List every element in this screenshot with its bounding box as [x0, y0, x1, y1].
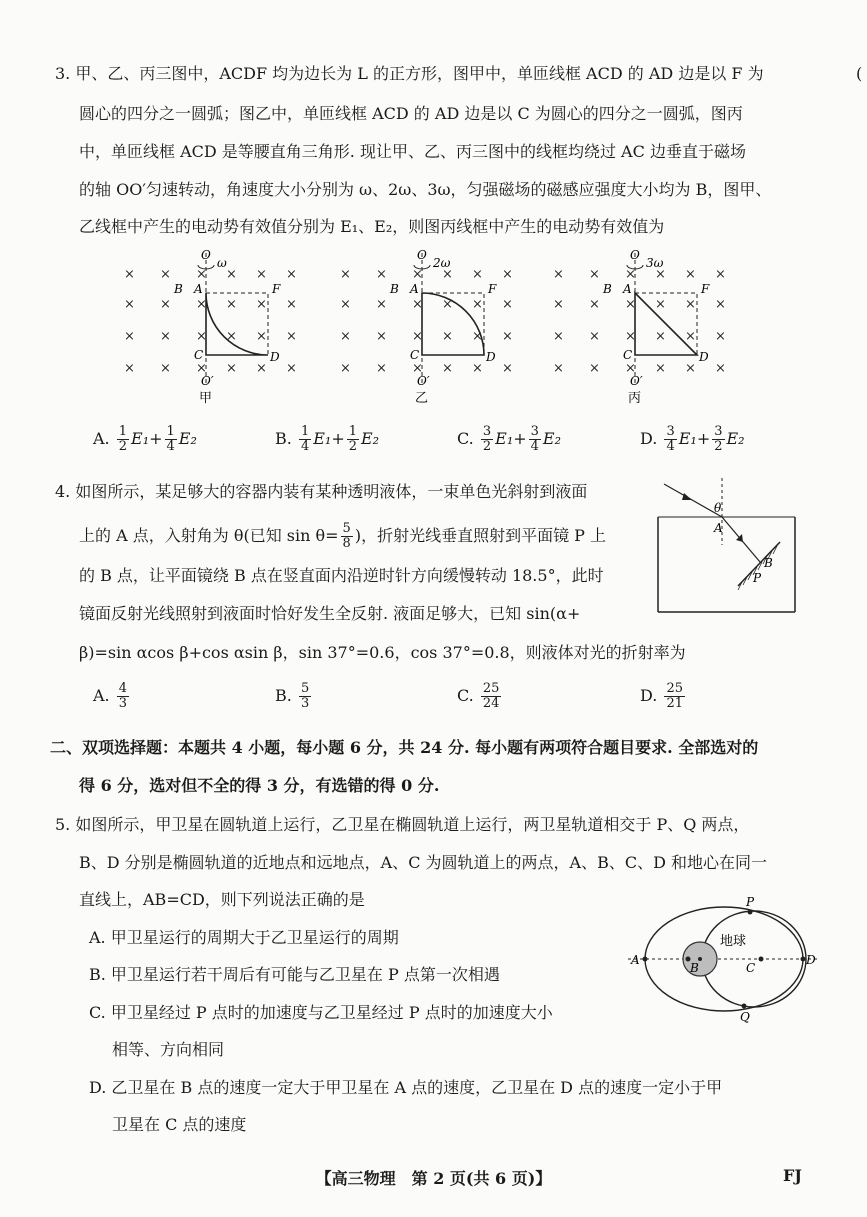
field-cross-symbol: × [376, 297, 387, 312]
point-o-label: O [630, 248, 640, 262]
point-f-label: F [701, 282, 710, 296]
q3-line-3: 中，单匝线框 ACD 是等腰直角三角形. 现让甲、乙、丙三图中的线框均绕过 AC 边垂直于磁场 [79, 142, 746, 161]
field-cross-symbol: × [553, 361, 564, 376]
q4-line-2: 上的 A 点，入射角为 θ(已知 sin θ= $\frac{5}{8}$ )，折射光线垂直照射到平面镜 P 上 [79, 521, 607, 551]
field-cross-symbol: × [160, 267, 171, 282]
q3-option-a[interactable]: A. $\frac{1}{2}$ E₁+ $\frac{1}{4}$ E₂ [93, 424, 197, 454]
q5-option-c[interactable]: C. 甲卫星经过 P 点时的加速度与乙卫星经过 P 点时的加速度大小 [89, 1003, 553, 1022]
field-cross-symbol: × [502, 297, 513, 312]
field-cross-symbol: × [340, 297, 351, 312]
field-cross-symbol: × [655, 267, 666, 282]
field-cross-symbol: × [376, 329, 387, 344]
field-cross-symbol: × [160, 329, 171, 344]
angular-speed-label: 2ω [433, 256, 451, 270]
field-cross-symbol: × [124, 361, 135, 376]
section-2-heading-cont: 得 6 分，选对但不全的得 3 分，有选错的得 0 分. [79, 776, 440, 795]
point-a-label: A [410, 282, 419, 296]
field-cross-symbol: × [442, 361, 453, 376]
field-cross-symbol: × [685, 329, 696, 344]
figure-bing [553, 248, 726, 405]
point-b-label: B [690, 961, 699, 975]
field-cross-symbol: × [124, 297, 135, 312]
field-cross-symbol: × [286, 329, 297, 344]
footer-code: FJ [783, 1166, 802, 1185]
point-p-label: P [746, 895, 755, 909]
field-cross-symbol: × [472, 297, 483, 312]
point-a-label: A [623, 282, 632, 296]
angular-speed-label: 3ω [646, 256, 664, 270]
point-o-prime-label: O′ [201, 374, 214, 388]
q4-line-1: 4. 如图所示，某足够大的容器内装有某种透明液体，一束单色光斜射到液面 [55, 482, 588, 501]
field-cross-symbol: × [340, 329, 351, 344]
q4-line-3: 的 B 点，让平面镜绕 B 点在竖直面内沿逆时针方向缓慢转动 18.5°，此时 [79, 566, 604, 585]
q3-option-c[interactable]: C. $\frac{3}{2}$ E₁+ $\frac{3}{4}$ E₂ [457, 424, 562, 454]
point-c-label: C [194, 348, 204, 362]
field-cross-symbol: × [256, 267, 267, 282]
field-cross-symbol: × [442, 267, 453, 282]
field-cross-symbol: × [286, 361, 297, 376]
figure-caption: 丙 [628, 391, 642, 405]
field-cross-symbol: × [196, 329, 207, 344]
q4-option-c[interactable]: C. $\frac{25}{24}$ [457, 681, 500, 711]
point-a-label: A [194, 282, 203, 296]
field-cross-symbol: × [655, 361, 666, 376]
field-cross-symbol: × [412, 297, 423, 312]
field-cross-symbol: × [160, 361, 171, 376]
point-d-label: D [806, 953, 816, 967]
field-cross-symbol: × [589, 361, 600, 376]
earth-label: 地球 [720, 934, 747, 949]
q5-option-a[interactable]: A. 甲卫星运行的周期大于乙卫星运行的周期 [89, 928, 399, 947]
q5-option-b[interactable]: B. 甲卫星运行若干周后有可能与乙卫星在 P 点第一次相遇 [89, 965, 500, 984]
field-cross-symbol: × [196, 297, 207, 312]
point-b-label: B [390, 282, 399, 296]
figure-jia [124, 248, 297, 405]
q5-line-3: 直线上，AB=CD，则下列说法正确的是 [79, 890, 365, 909]
field-cross-symbol: × [472, 361, 483, 376]
point-o-prime-label: O′ [417, 374, 430, 388]
page-footer: 【高三物理 第 2 页(共 6 页)】 [315, 1169, 552, 1188]
q5-line-2: B、D 分别是椭圆轨道的近地点和远地点，A、C 为圆轨道上的两点，A、B、C、D 和地心在同一 [79, 853, 768, 872]
q4-line-4: 镜面反射光线照射到液面时恰好发生全反射. 液面足够大，已知 sin(α+ [79, 604, 581, 623]
field-cross-symbol: × [412, 267, 423, 282]
field-cross-symbol: × [376, 361, 387, 376]
field-cross-symbol: × [589, 297, 600, 312]
point-c-label: C [746, 961, 756, 975]
q5-line-1: 5. 如图所示，甲卫星在圆轨道上运行，乙卫星在椭圆轨道上运行，两卫星轨道相交于 P、Q 两点， [55, 815, 750, 834]
point-d-label: D [699, 350, 709, 364]
point-o-prime-label: O′ [630, 374, 643, 388]
field-cross-symbol: × [589, 267, 600, 282]
figure-caption: 乙 [415, 391, 429, 405]
point-d-label: D [270, 350, 280, 364]
field-cross-symbol: × [256, 361, 267, 376]
field-cross-symbol: × [472, 267, 483, 282]
field-cross-symbol: × [685, 297, 696, 312]
field-cross-symbol: × [685, 267, 696, 282]
field-cross-symbol: × [715, 329, 726, 344]
margin-mark: ( [856, 64, 863, 83]
q5-option-d[interactable]: D. 乙卫星在 B 点的速度一定大于甲卫星在 A 点的速度，乙卫星在 D 点的速度一定小于甲 [89, 1078, 723, 1097]
point-c-label: C [623, 348, 633, 362]
q4-line-5: β)=sin αcos β+cos αsin β，sin 37°=0.6，cos 37°=0.8，则液体对光的折射率为 [79, 643, 686, 662]
field-cross-symbol: × [340, 267, 351, 282]
q4-theta-label: θ [714, 501, 722, 515]
field-cross-symbol: × [655, 329, 666, 344]
field-cross-symbol: × [124, 267, 135, 282]
field-cross-symbol: × [286, 267, 297, 282]
field-cross-symbol: × [715, 361, 726, 376]
field-cross-symbol: × [412, 361, 423, 376]
field-cross-symbol: × [256, 329, 267, 344]
point-f-label: F [272, 282, 281, 296]
q4-option-a[interactable]: A. $\frac{4}{3}$ [93, 681, 128, 711]
field-cross-symbol: × [226, 329, 237, 344]
field-cross-symbol: × [196, 267, 207, 282]
field-cross-symbol: × [226, 267, 237, 282]
q3-line-5: 乙线框中产生的电动势有效值分别为 E₁、E₂，则图丙线框中产生的电动势有效值为 [79, 217, 665, 236]
section-2-heading: 二、双项选择题：本题共 4 小题，每小题 6 分，共 24 分. 每小题有两项符合题目要求. 全部选对的 [50, 738, 759, 757]
q3-line-1: 3. 甲、乙、丙三图中，ACDF 均为边长为 L 的正方形，图甲中，单匝线框 ACD 的 AD 边是以 F 为 [55, 64, 764, 83]
q3-line-2: 圆心的四分之一圆弧；图乙中，单匝线框 ACD 的 AD 边是以 C 为圆心的四分之一圆弧，图丙 [79, 104, 743, 123]
field-cross-symbol: × [502, 329, 513, 344]
q4-point-p: P [753, 571, 762, 585]
q4-point-a: A [714, 521, 723, 535]
field-cross-symbol: × [655, 297, 666, 312]
field-cross-symbol: × [226, 297, 237, 312]
field-cross-symbol: × [256, 297, 267, 312]
q3-option-d[interactable]: D. $\frac{3}{4}$ E₁+ $\frac{3}{2}$ E₂ [640, 424, 745, 454]
q4-figure [650, 470, 810, 620]
point-f-label: F [488, 282, 497, 296]
point-q-label: Q [740, 1010, 750, 1023]
angular-speed-label: ω [217, 256, 227, 270]
q3-option-b[interactable]: B. $\frac{1}{4}$ E₁+ $\frac{1}{2}$ E₂ [275, 424, 380, 454]
field-cross-symbol: × [472, 329, 483, 344]
field-cross-symbol: × [442, 329, 453, 344]
q5-option-d-cont: 卫星在 C 点的速度 [112, 1115, 247, 1134]
field-cross-symbol: × [286, 297, 297, 312]
point-o-label: O [417, 248, 427, 262]
field-cross-symbol: × [442, 297, 453, 312]
q5-option-c-cont: 相等、方向相同 [112, 1040, 225, 1059]
q3-line-4: 的轴 OO′匀速转动，角速度大小分别为 ω、2ω、3ω，匀强磁场的磁感应强度大小均为 B，图甲、 [79, 180, 772, 199]
field-cross-symbol: × [715, 267, 726, 282]
q4-option-b[interactable]: B. $\frac{5}{3}$ [275, 681, 310, 711]
field-cross-symbol: × [715, 297, 726, 312]
field-cross-symbol: × [625, 267, 636, 282]
field-cross-symbol: × [625, 361, 636, 376]
field-cross-symbol: × [226, 361, 237, 376]
field-cross-symbol: × [553, 297, 564, 312]
field-cross-symbol: × [553, 267, 564, 282]
field-cross-symbol: × [412, 329, 423, 344]
figure-yi [340, 248, 513, 405]
field-cross-symbol: × [589, 329, 600, 344]
field-cross-symbol: × [160, 297, 171, 312]
point-o-label: O [201, 248, 211, 262]
point-a-label: A [631, 953, 640, 967]
field-cross-symbol: × [553, 329, 564, 344]
q4-point-b: B [764, 556, 773, 570]
figure-caption: 甲 [199, 391, 213, 405]
field-cross-symbol: × [376, 267, 387, 282]
q5-orbit-figure [628, 893, 818, 1023]
field-cross-symbol: × [685, 361, 696, 376]
field-cross-symbol: × [502, 267, 513, 282]
point-d-label: D [486, 350, 496, 364]
field-cross-symbol: × [124, 329, 135, 344]
point-b-label: B [603, 282, 612, 296]
field-cross-symbol: × [625, 329, 636, 344]
field-cross-symbol: × [340, 361, 351, 376]
q3-figures [0, 245, 867, 405]
field-cross-symbol: × [196, 361, 207, 376]
q4-option-d[interactable]: D. $\frac{25}{21}$ [640, 681, 683, 711]
point-c-label: C [410, 348, 420, 362]
point-b-label: B [174, 282, 183, 296]
field-cross-symbol: × [502, 361, 513, 376]
field-cross-symbol: × [625, 297, 636, 312]
